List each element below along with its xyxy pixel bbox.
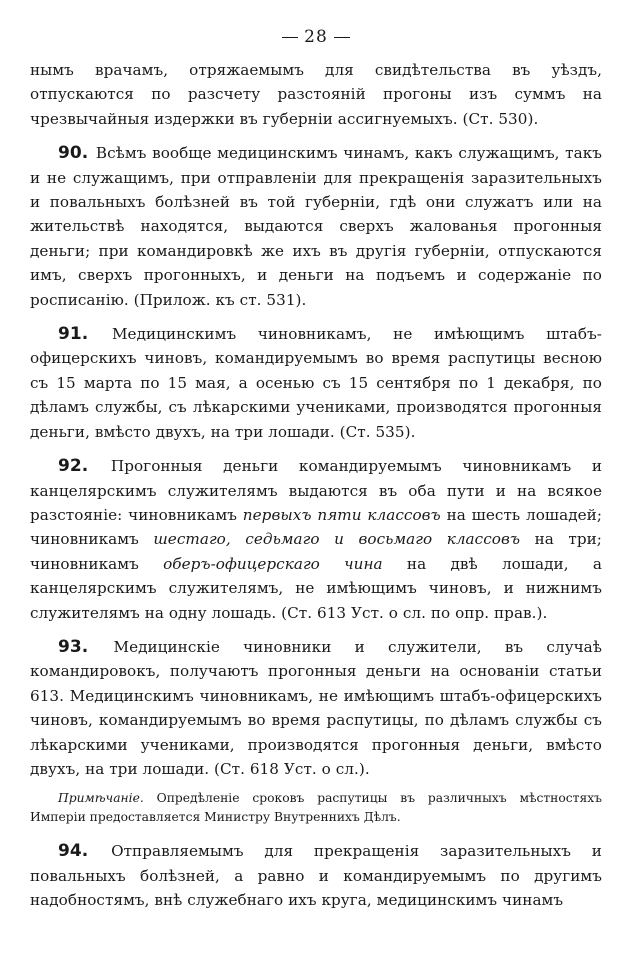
- article-number: 90.: [58, 143, 89, 164]
- header-dash-left: [282, 37, 298, 39]
- page-header: [30, 20, 602, 54]
- article-number: 92.: [58, 456, 89, 477]
- document-page: [30, 20, 602, 923]
- article-text: на двѣ лошади, а канцелярскимъ служителямъ, не имѣющимъ чиновъ, и нижнимъ служителямъ на одну лошадь. (Ст. 613 Уст. о сл. по опр. прав.).: [30, 554, 602, 622]
- article-text: Прогонныя деньги командируемымъ чиновникамъ и канцелярскимъ служителямъ выдаются въ оба пути и на всякое разстояніе: чиновникамъ: [30, 457, 602, 524]
- article-94: [30, 839, 602, 912]
- footnote-remark: [30, 789, 602, 827]
- article-number: 91.: [58, 324, 89, 345]
- paragraph-continuation: [30, 58, 602, 131]
- article-91: [30, 322, 602, 444]
- article-text: Отправляемымъ для прекращенія заразительныхъ и повальныхъ болѣзней, а равно и командируемымъ по другимъ надобностямъ, внѣ служебнаго ихъ круга, медицинскимъ чинамъ: [30, 842, 602, 910]
- article-italic-text: первыхъ пяти классовъ: [242, 505, 441, 524]
- note-text: Опредѣленіе сроковъ распутицы въ различныхъ мѣстностяхъ Имперіи предоставляется Министру Внутреннихъ Дѣлъ.: [30, 791, 602, 825]
- article-text: Медицинскимъ чиновникамъ, не имѣющимъ штабъ-офицерскихъ чиновъ, командируемымъ во время распутицы весною съ 15 марта по 15 мая, а осенью съ 15 сентября по 1 декабря, по дѣламъ службы, съ лѣкарскими учениками, производятся прогонныя деньги, вмѣсто двухъ, на три лошади. (Ст. 535).: [30, 325, 602, 441]
- article-text: на шесть лошадей; чиновникамъ: [30, 505, 602, 549]
- article-93: [30, 635, 602, 781]
- article-italic-text: оберъ-офицерскаго чина: [163, 554, 383, 573]
- article-number: 94.: [58, 841, 89, 862]
- paragraph-text: нымъ врачамъ, отряжаемымъ для свидѣтельства въ уѣздъ, отпускаются по разсчету разстояній прогоны изъ суммъ на чрезвычайныя издержки въ губерніи ассигнуемыхъ. (Ст. 530).: [30, 61, 602, 128]
- article-italic-text: шестаго, седьмаго и восьмаго классовъ: [153, 530, 521, 549]
- article-text: Медицинскіе чиновники и служители, въ случаѣ командировокъ, получаютъ прогонныя деньги на основаніи статьи 613. Медицинскимъ чиновникамъ, не имѣющимъ штабъ-офицерскихъ чиновъ, командируемымъ во время распутицы, по дѣламъ службы съ лѣкарскими учениками, производятся прогонныя деньги, вмѣсто двухъ, на три лошади. (Ст. 618 Уст. о сл.).: [30, 637, 602, 778]
- page-number: 28: [304, 27, 328, 47]
- article-92: [30, 454, 602, 625]
- article-number: 93.: [58, 636, 89, 657]
- article-text: на три; чиновникамъ: [30, 530, 602, 573]
- header-dash-right: [334, 37, 350, 39]
- article-text: Всѣмъ вообще медицинскимъ чинамъ, какъ служащимъ, такъ и не служащимъ, при отправленіи для прекращенія заразительныхъ и повальныхъ болѣзней въ той губерніи, гдѣ они служатъ или на жительствѣ находятся, выдаются сверхъ жалованья прогонныя деньги; при командировкѣ же ихъ въ другія губерніи, отпускаются имъ, сверхъ прогонныхъ, и деньги на подъемъ и содержаніе по росписанію. (Прилож. къ ст. 531).: [30, 144, 602, 309]
- note-label: Примѣчаніе.: [58, 791, 144, 806]
- article-90: [30, 141, 602, 312]
